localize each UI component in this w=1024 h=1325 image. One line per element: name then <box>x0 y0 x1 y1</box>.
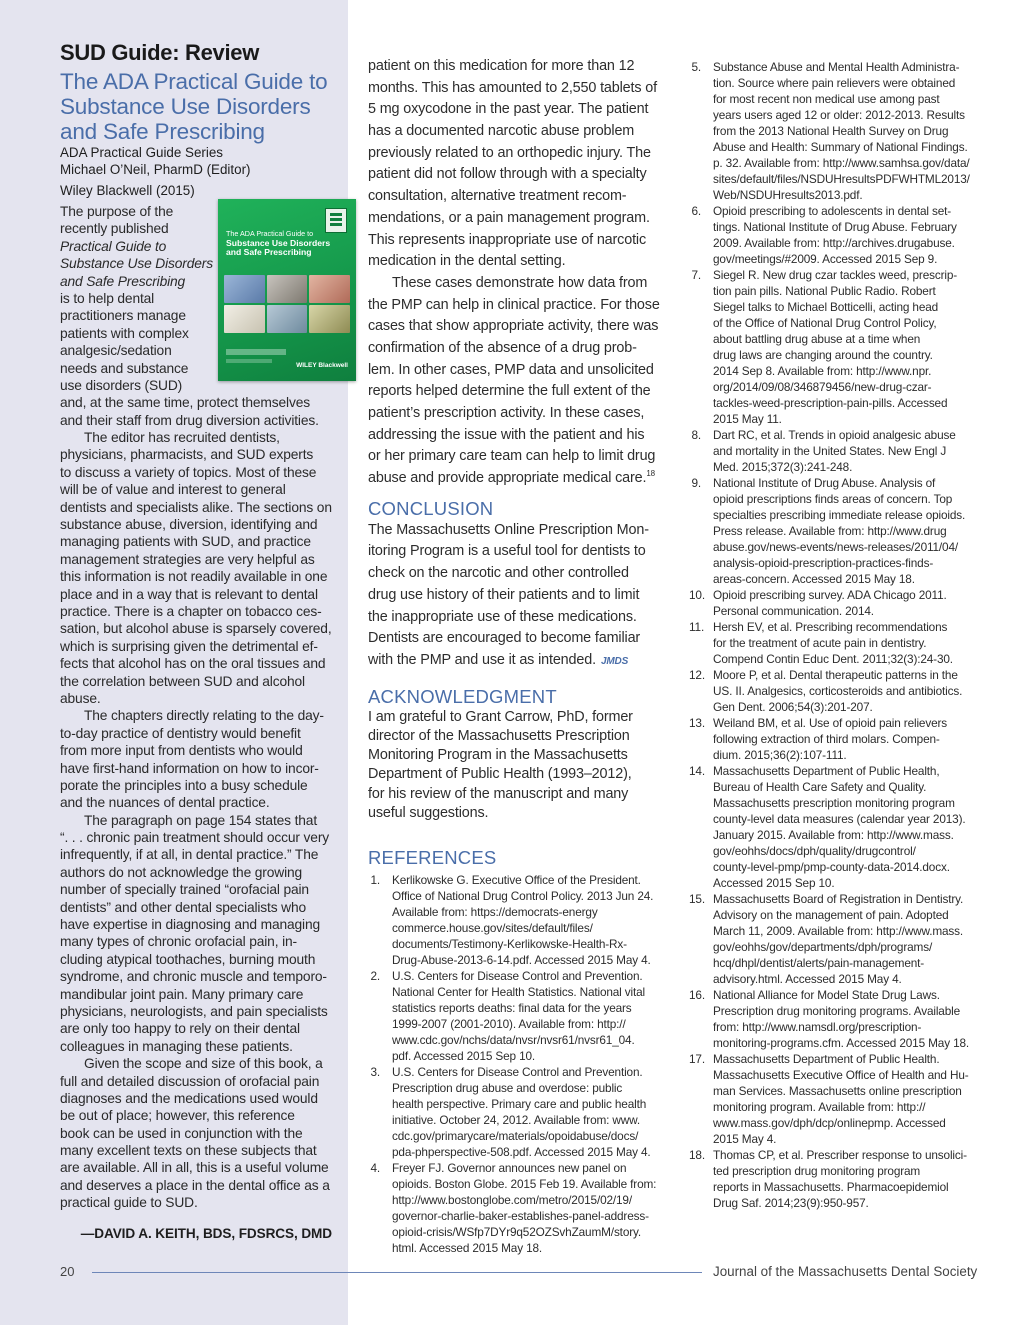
text-line: http://www.bostonglobe.com/metro/2015/02/19/ <box>392 1193 632 1208</box>
text-line: Bureau of Health Care Safety and Quality. <box>713 780 927 794</box>
text-line: useful suggestions. <box>368 805 489 822</box>
text-line: sites/default/files/NSDUHresultsPDFWHTML2013/ <box>713 172 970 186</box>
text-line: abuse.gov/news-events/news-releases/2011/04/ <box>713 540 958 554</box>
text-line: Given the scope and size of this book, a <box>84 1056 323 1072</box>
text-line: full and detailed discussion of orofacial pain <box>60 1073 320 1089</box>
text-line: book can be used in conjunction with the <box>60 1125 303 1141</box>
text-line: The Massachusetts Online Prescription Mon- <box>368 521 649 538</box>
book-review-sidebar <box>0 0 348 1325</box>
text-line: html. Accessed 2015 May 18. <box>392 1241 543 1256</box>
text-line: Substance Use Disorders <box>60 256 213 272</box>
text-line: Dentists are encouraged to become familiar <box>368 630 641 647</box>
reference-number: 3. <box>370 1065 380 1080</box>
text-line: Thomas CP, et al. Prescriber response to unsolici- <box>713 1148 967 1162</box>
text-line: January 2015. Available from: http://www.mass. <box>713 828 954 842</box>
review-body <box>60 203 348 1212</box>
text-line: opioid-crisis/WSfp7DYr9q52OZSvhZaumM/story. <box>392 1225 642 1240</box>
text-line: National Institute of Drug Abuse. Analysis of <box>713 476 936 490</box>
text-line: Dart RC, et al. Trends in opioid analgesic abuse <box>713 428 956 442</box>
text-line: to discuss a variety of topics. Most of these <box>60 464 317 480</box>
text-line: initiative. October 24, 2012. Available from: www. <box>392 1113 641 1128</box>
reference-item <box>689 1147 989 1211</box>
reference-item <box>689 203 989 267</box>
text-line: to-day practice of dentistry would benefit <box>60 725 301 741</box>
text-line: Massachusetts prescription monitoring program <box>713 796 955 810</box>
text-line: Compend Contin Educ Dent. 2011;32(3):24-30. <box>713 652 953 666</box>
text-line: abuse and provide appropriate medical care.$^{18}$ <box>368 469 655 487</box>
text-line: consultation, alternative treatment recom- <box>368 188 627 205</box>
text-line: Practical Guide to <box>60 238 167 254</box>
text-line: commerce.house.gov/sites/default/files/ <box>392 921 593 936</box>
text-line: this information is not readily available in one <box>60 569 328 585</box>
text-line: syndrome, and chronic muscle and temporo- <box>60 969 327 985</box>
text-line: county-level data measures (calendar year 2013). <box>713 812 966 826</box>
text-line: Med. 2015;372(3):241-248. <box>713 460 853 474</box>
text-line: 1999-2007 (2001-2010). Available from: http:// <box>392 1017 626 1032</box>
text-line: many types of chronic orofacial pain, in- <box>60 934 297 950</box>
reference-item <box>689 587 989 619</box>
text-line: recently published <box>60 221 169 237</box>
text-line: Massachusetts Department of Public Health, <box>713 764 940 778</box>
book-review-content <box>60 40 348 1241</box>
text-line: practice. There is a chapter on tobacco ces- <box>60 603 322 619</box>
text-line: Kerlikowske G. Executive Office of the President. <box>392 873 641 888</box>
journal-name: Journal of the Massachusetts Dental Society <box>713 1264 978 1279</box>
reference-item <box>689 267 989 427</box>
text-line: Opioid prescribing to adolescents in dental set- <box>713 204 952 218</box>
book-title-line: The ADA Practical Guide to <box>60 69 328 94</box>
text-line: are available. All in all, this is a useful volume <box>60 1160 329 1176</box>
reference-item <box>689 891 989 987</box>
text-line: physicians, pharmacists, and SUD experts <box>60 447 314 463</box>
text-line: with the PMP and use it as intended. JMDS <box>368 651 629 668</box>
text-line: number of specially trained “orofacial pain <box>60 882 309 898</box>
cover-publisher-logo: WILEY Blackwell <box>296 362 348 369</box>
cover-series-mark <box>226 349 286 355</box>
reference-number: 16. <box>689 988 705 1002</box>
text-line: from more input from dentists who would <box>60 743 303 759</box>
text-line: infrequently, if at all, in dental practice.” The <box>60 847 319 863</box>
text-line: Prescription drug abuse and overdose: public <box>392 1081 623 1096</box>
cover-photo-collage <box>224 275 350 333</box>
text-line: for his review of the manuscript and many <box>368 785 629 802</box>
reference-item <box>689 1051 989 1147</box>
text-line: Gen Dent. 2006;54(3):201-207. <box>713 700 873 714</box>
reference-number: 6. <box>691 204 701 218</box>
text-line: areas-concern. Accessed 2015 May 18. <box>713 572 915 586</box>
text-line: confirmation of the absence of a drug prob- <box>368 339 637 356</box>
text-line: specialties prescribing immediate release opioids. <box>713 508 966 522</box>
acknowledgment-text <box>368 708 668 824</box>
book-title <box>60 69 332 144</box>
section-label: SUD Guide: Review <box>60 40 260 65</box>
text-line: Weiland BM, et al. Use of opioid pain relievers <box>713 716 948 730</box>
cover-title-line: and Safe Prescribing <box>226 247 312 258</box>
text-line: the PMP can help in clinical practice. For those <box>368 296 660 313</box>
references-heading: REFERENCES <box>368 847 497 869</box>
text-line: authors do not acknowledge the growing <box>60 864 303 880</box>
reference-item <box>689 715 989 763</box>
reference-number: 17. <box>689 1052 705 1066</box>
text-line: Prescription drug monitoring programs. Available <box>713 1004 960 1018</box>
text-line: Siegel talks to Michael Botticelli, acting head <box>713 300 939 314</box>
text-line: cdc.gov/primarycare/materials/opoidabuse/docs/ <box>392 1129 639 1144</box>
text-line: U.S. Centers for Disease Control and Prevention. <box>392 1065 643 1080</box>
text-line: Accessed 2015 Sep 10. <box>713 876 835 890</box>
text-line: Massachusetts Department of Public Health. <box>713 1052 940 1066</box>
text-line: Press release. Available from: http://www.drug <box>713 524 947 538</box>
cover-series-mark-secondary <box>226 359 272 363</box>
text-line: the inappropriate use of these medications. <box>368 608 637 625</box>
conclusion-text <box>368 520 668 672</box>
text-line: months. This has amounted to 2,550 tablets of <box>368 79 657 96</box>
text-line: Substance Abuse and Mental Health Administra- <box>713 60 960 74</box>
text-line: management strategies are very helpful as <box>60 551 315 567</box>
footer-divider <box>92 1272 702 1273</box>
references-column <box>689 59 989 1211</box>
text-line: analgesic/sedation <box>60 343 172 359</box>
text-line: use disorders (SUD) <box>60 377 183 393</box>
text-line: and the nuances of dental practice. <box>60 795 270 811</box>
text-line: Freyer FJ. Governor announces new panel on <box>392 1161 627 1176</box>
text-line: about battling drug abuse at a time when <box>713 332 921 346</box>
text-line: www.cdc.gov/nchs/data/nvsr/nvsr61/nvsr61_04. <box>392 1033 635 1048</box>
reference-number: 13. <box>689 716 705 730</box>
reference-number: 5. <box>691 60 701 74</box>
reference-number: 1. <box>370 873 380 888</box>
text-line: years users aged 12 or older: 2012-2013. Results <box>713 108 965 122</box>
text-line: are only too happy to rely on their dental <box>60 1021 300 1037</box>
article-column <box>368 56 668 1256</box>
text-line: practitioners manage <box>60 308 186 324</box>
text-line: US. II. Analgesics, corticosteroids and antibiotics. <box>713 684 963 698</box>
reference-item <box>689 59 989 203</box>
text-line: check on the narcotic and other controlled <box>368 565 629 582</box>
reference-number: 4. <box>370 1161 380 1176</box>
reference-number: 8. <box>691 428 701 442</box>
book-title-line: Substance Use Disorders <box>60 94 311 119</box>
text-line: sation, but alcohol abuse is sparsely covered, <box>60 621 332 637</box>
text-line: gov/eohhs/gov/departments/dph/programs/ <box>713 940 933 954</box>
text-line: p. 32. Available from: http://www.samhsa.gov/data/ <box>713 156 970 170</box>
text-line: monitoring program. Available from: http:// <box>713 1100 926 1114</box>
text-line: Opioid prescribing survey. ADA Chicago 2011. <box>713 588 947 602</box>
text-line: tion pain pills. National Public Radio. Robert <box>713 284 936 298</box>
text-line: Web/NSDUHresults2013.pdf. <box>713 188 863 202</box>
text-line: health perspective. Primary care and public health <box>392 1097 647 1112</box>
text-line: “. . . chronic pain treatment should occur very <box>60 830 330 846</box>
journal-end-mark: JMDS <box>600 655 629 667</box>
text-line: itoring Program is a useful tool for dentists to <box>368 543 646 560</box>
text-line: Moore P, et al. Dental therapeutic patterns in the <box>713 668 958 682</box>
reference-number: 9. <box>691 476 701 490</box>
text-line: for most recent non medical use among past <box>713 92 940 106</box>
text-line: opioids. Boston Globe. 2015 Feb 19. Available from: <box>392 1177 657 1192</box>
page-number: 20 <box>60 1264 75 1279</box>
cover-title-line: The ADA Practical Guide to <box>226 229 314 238</box>
reference-number: 18. <box>689 1148 705 1162</box>
book-publisher: Wiley Blackwell (2015) <box>60 183 195 198</box>
text-line: The chapters directly relating to the day- <box>84 708 324 724</box>
text-line: Monitoring Program in the Massachusetts <box>368 747 628 764</box>
text-line: for the treatment of acute pain in dentistry. <box>713 636 927 650</box>
text-line: hcq/dhpl/dentist/alerts/pain-management- <box>713 956 925 970</box>
text-line: tackles-weed-prescription-pain-pills. Accessed <box>713 396 948 410</box>
text-line: National Alliance for Model State Drug Laws. <box>713 988 940 1002</box>
acknowledgment-heading: ACKNOWLEDGMENT <box>368 685 557 707</box>
text-line: be out of place; however, this reference <box>60 1108 295 1124</box>
reference-item <box>368 1160 668 1256</box>
text-line: Drug Saf. 2014;23(9):950-957. <box>713 1196 869 1210</box>
text-line: and their staff from drug diversion activities. <box>60 412 319 428</box>
text-line: cases that show appropriate activity, there was <box>368 318 659 335</box>
text-line: have expertise in diagnosing and managing <box>60 917 321 933</box>
text-line: addressing the issue with the patient and his <box>368 426 645 443</box>
text-line: Hersh EV, et al. Prescribing recommendations <box>713 620 948 634</box>
reference-number: 2. <box>370 969 380 984</box>
text-line: needs and substance <box>60 360 189 376</box>
reference-item <box>368 1064 668 1160</box>
reference-number: 14. <box>689 764 705 778</box>
text-line: gov/meetings/#2009. Accessed 2015 Sep 9. <box>713 252 938 266</box>
text-line: mandibular joint pain. Many primary care <box>60 986 304 1002</box>
reference-item <box>689 667 989 715</box>
text-line: statistics reports deaths: final data for the years <box>392 1001 632 1016</box>
reference-number: 10. <box>689 588 705 602</box>
reference-item <box>689 427 989 475</box>
text-line: The paragraph on page 154 states that <box>84 812 318 828</box>
text-line: Massachusetts Executive Office of Health and Hu- <box>713 1068 969 1082</box>
text-line: 2015 May 4. <box>713 1132 777 1146</box>
text-line: and, at the same time, protect themselves <box>60 395 310 411</box>
cover-title <box>226 229 350 258</box>
text-line: dium. 2015;36(2):107-111. <box>713 748 847 762</box>
text-line: director of the Massachusetts Prescription <box>368 727 630 744</box>
text-line: Office of National Drug Control Policy. 2013 Jun 24. <box>392 889 654 904</box>
text-line: pdf. Accessed 2015 Sep 10. <box>392 1049 536 1064</box>
text-line: opioid prescriptions finds areas of concern. Top <box>713 492 953 506</box>
text-line: monitoring-programs.cfm. Accessed 2015 May 18. <box>713 1036 970 1050</box>
text-line: analysis-opioid-prescription-practices-finds- <box>713 556 934 570</box>
text-line: cluding atypical toothaches, burning mouth <box>60 951 316 967</box>
text-line: has a documented narcotic abuse problem <box>368 123 635 140</box>
text-line: advisory.html. Accessed 2015 May 4. <box>713 972 902 986</box>
reviewer-signature: —DAVID A. KEITH, BDS, FDSRCS, DMD <box>80 1225 332 1241</box>
text-line: abuse. <box>60 690 101 706</box>
text-line: lem. In other cases, PMP data and unsolicited <box>368 361 654 378</box>
text-line: reports helped determine the full extent of the <box>368 383 651 400</box>
text-line: and Safe Prescribing <box>60 273 186 289</box>
text-line: Drug-Abuse-2013-6-14.pdf. Accessed 2015 May 4. <box>392 953 651 968</box>
cover-title-line: Substance Use Disorders <box>226 237 331 248</box>
reference-item <box>368 872 668 968</box>
text-line: March 11, 2009. Available from: http://www.mass. <box>713 924 964 938</box>
text-line: Massachusetts Board of Registration in Dentistry. <box>713 892 964 906</box>
text-line: physicians, neurologists, and pain specialists <box>60 1003 328 1019</box>
text-line: mendations, or a pain management program. <box>368 209 650 226</box>
reference-item <box>689 763 989 891</box>
reference-number: 15. <box>689 892 705 906</box>
text-line: Abuse and Health: Summary of National Findings. <box>713 140 968 154</box>
text-line: Department of Public Health (1993–2012), <box>368 766 632 783</box>
book-title-line: and Safe Prescribing <box>60 119 265 144</box>
text-line: reports in Massachusetts. Pharmacoepidemiol <box>713 1180 949 1194</box>
text-line: colleagues in managing these patients. <box>60 1038 293 1054</box>
text-line: Siegel R. New drug czar tackles weed, prescrip- <box>713 268 958 282</box>
text-line: tion. Source where pain relievers were obtained <box>713 76 956 90</box>
text-line: Available from: https://democrats-energy <box>392 905 598 920</box>
text-line: managing patients with SUD, and practice <box>60 534 311 550</box>
conclusion-heading: CONCLUSION <box>368 497 494 519</box>
text-line: previously related to an orthopedic injury. The <box>368 144 651 161</box>
text-line: dentists and specialists alike. The sections on <box>60 499 332 515</box>
book-details <box>60 144 332 199</box>
text-line: pda-phperspective-508.pdf. Accessed 2015 May 4. <box>392 1145 651 1160</box>
reference-item <box>689 619 989 667</box>
text-line: National Center for Health Statistics. National vital <box>392 985 646 1000</box>
text-line: patients with complex <box>60 325 189 341</box>
text-line: 2015 May 11. <box>713 412 782 426</box>
text-line: many excellent texts on these subjects that <box>60 1143 317 1159</box>
article-continuation-text <box>368 56 668 490</box>
text-line: porate the principles into a busy schedule <box>60 777 308 793</box>
text-line: fects that alcohol has on the oral tissues and <box>60 656 326 672</box>
reference-item <box>368 968 668 1064</box>
reference-number: 7. <box>691 268 701 282</box>
text-line: The editor has recruited dentists, <box>84 430 280 446</box>
text-line: from: http://www.namsdl.org/prescription- <box>713 1020 922 1034</box>
references-list <box>368 872 668 1256</box>
text-line: the correlation between SUD and alcohol <box>60 673 305 689</box>
text-line: from the 2013 National Health Survey on Drug <box>713 124 949 138</box>
text-line: man Services. Massachusetts online prescription <box>713 1084 962 1098</box>
text-line: documents/Testimony-Kerlikowske-Health-Rx- <box>392 937 627 952</box>
text-line: and deserves a place in the dental office as a <box>60 1177 330 1193</box>
book-cover-image <box>218 199 356 381</box>
text-line: These cases demonstrate how data from <box>392 274 648 291</box>
text-line: drug laws are changing around the country. <box>713 348 933 362</box>
text-line: Advisory on the management of pain. Adopted <box>713 908 949 922</box>
text-line: dentists” and other dental specialists who <box>60 899 307 915</box>
text-line: tings. National Institute of Drug Abuse. February <box>713 220 957 234</box>
book-series: ADA Practical Guide Series <box>60 145 223 160</box>
text-line: This represents inappropriate use of narcotic <box>368 231 647 248</box>
text-line: will be of value and interest to general <box>60 482 286 498</box>
text-line: practical guide to SUD. <box>60 1195 198 1211</box>
text-line: which is surprising given the detrimental ef- <box>60 638 318 654</box>
reference-number: 11. <box>689 620 705 634</box>
text-line: gov/eohhs/docs/dph/quality/drugcontrol/ <box>713 844 916 858</box>
reference-item <box>689 987 989 1051</box>
book-editor: Michael O’Neil, PharmD (Editor) <box>60 162 251 177</box>
text-line: Personal communication. 2014. <box>713 604 874 618</box>
text-line: 2009. Available from: http://archives.drugabuse. <box>713 236 955 250</box>
text-line: drug use history of their patients and to limit <box>368 586 640 603</box>
reference-item <box>689 475 989 587</box>
text-line: diagnoses and the medications used would <box>60 1090 318 1106</box>
text-line: ted prescription drug monitoring program <box>713 1164 921 1178</box>
text-line: 2014 Sep 8. Available from: http://www.npr. <box>713 364 932 378</box>
text-line: www.mass.gov/dph/dcp/onlinepmp. Accessed <box>713 1116 946 1130</box>
text-line: patient did not follow through with a specialty <box>368 166 647 183</box>
text-line: org/2014/09/08/346879456/new-drug-czar- <box>713 380 932 394</box>
text-line: The purpose of the <box>60 204 174 219</box>
text-line: have first-hand information on how to incor- <box>60 760 319 776</box>
text-line: medication in the dental setting. <box>368 253 566 270</box>
text-line: of the Office of National Drug Control Policy, <box>713 316 937 330</box>
text-line: I am grateful to Grant Carrow, PhD, former <box>368 708 633 725</box>
reference-number: 12. <box>689 668 705 682</box>
text-line: governor-charlie-baker-establishes-panel-address- <box>392 1209 649 1224</box>
text-line: U.S. Centers for Disease Control and Prevention. <box>392 969 643 984</box>
text-line: or her primary care team can help to limit drug <box>368 448 656 465</box>
references-list-continued <box>689 59 989 1211</box>
text-line: is to help dental <box>60 290 155 306</box>
text-line: substance abuse, diversion, identifying and <box>60 517 318 533</box>
text-line: place and in a way that is relevant to dental <box>60 586 318 602</box>
text-line: following extraction of third molars. Compen- <box>713 732 940 746</box>
text-line: and mortality in the United States. New Engl J <box>713 444 947 458</box>
text-line: patient’s prescription activity. In these cases, <box>368 405 645 421</box>
text-line: county-level-pmp/pmp-county-data-2014.docx. <box>713 860 950 874</box>
text-line: patient on this medication for more than 12 <box>368 58 635 74</box>
text-line: 5 mg oxycodone in the past year. The patient <box>368 101 649 118</box>
